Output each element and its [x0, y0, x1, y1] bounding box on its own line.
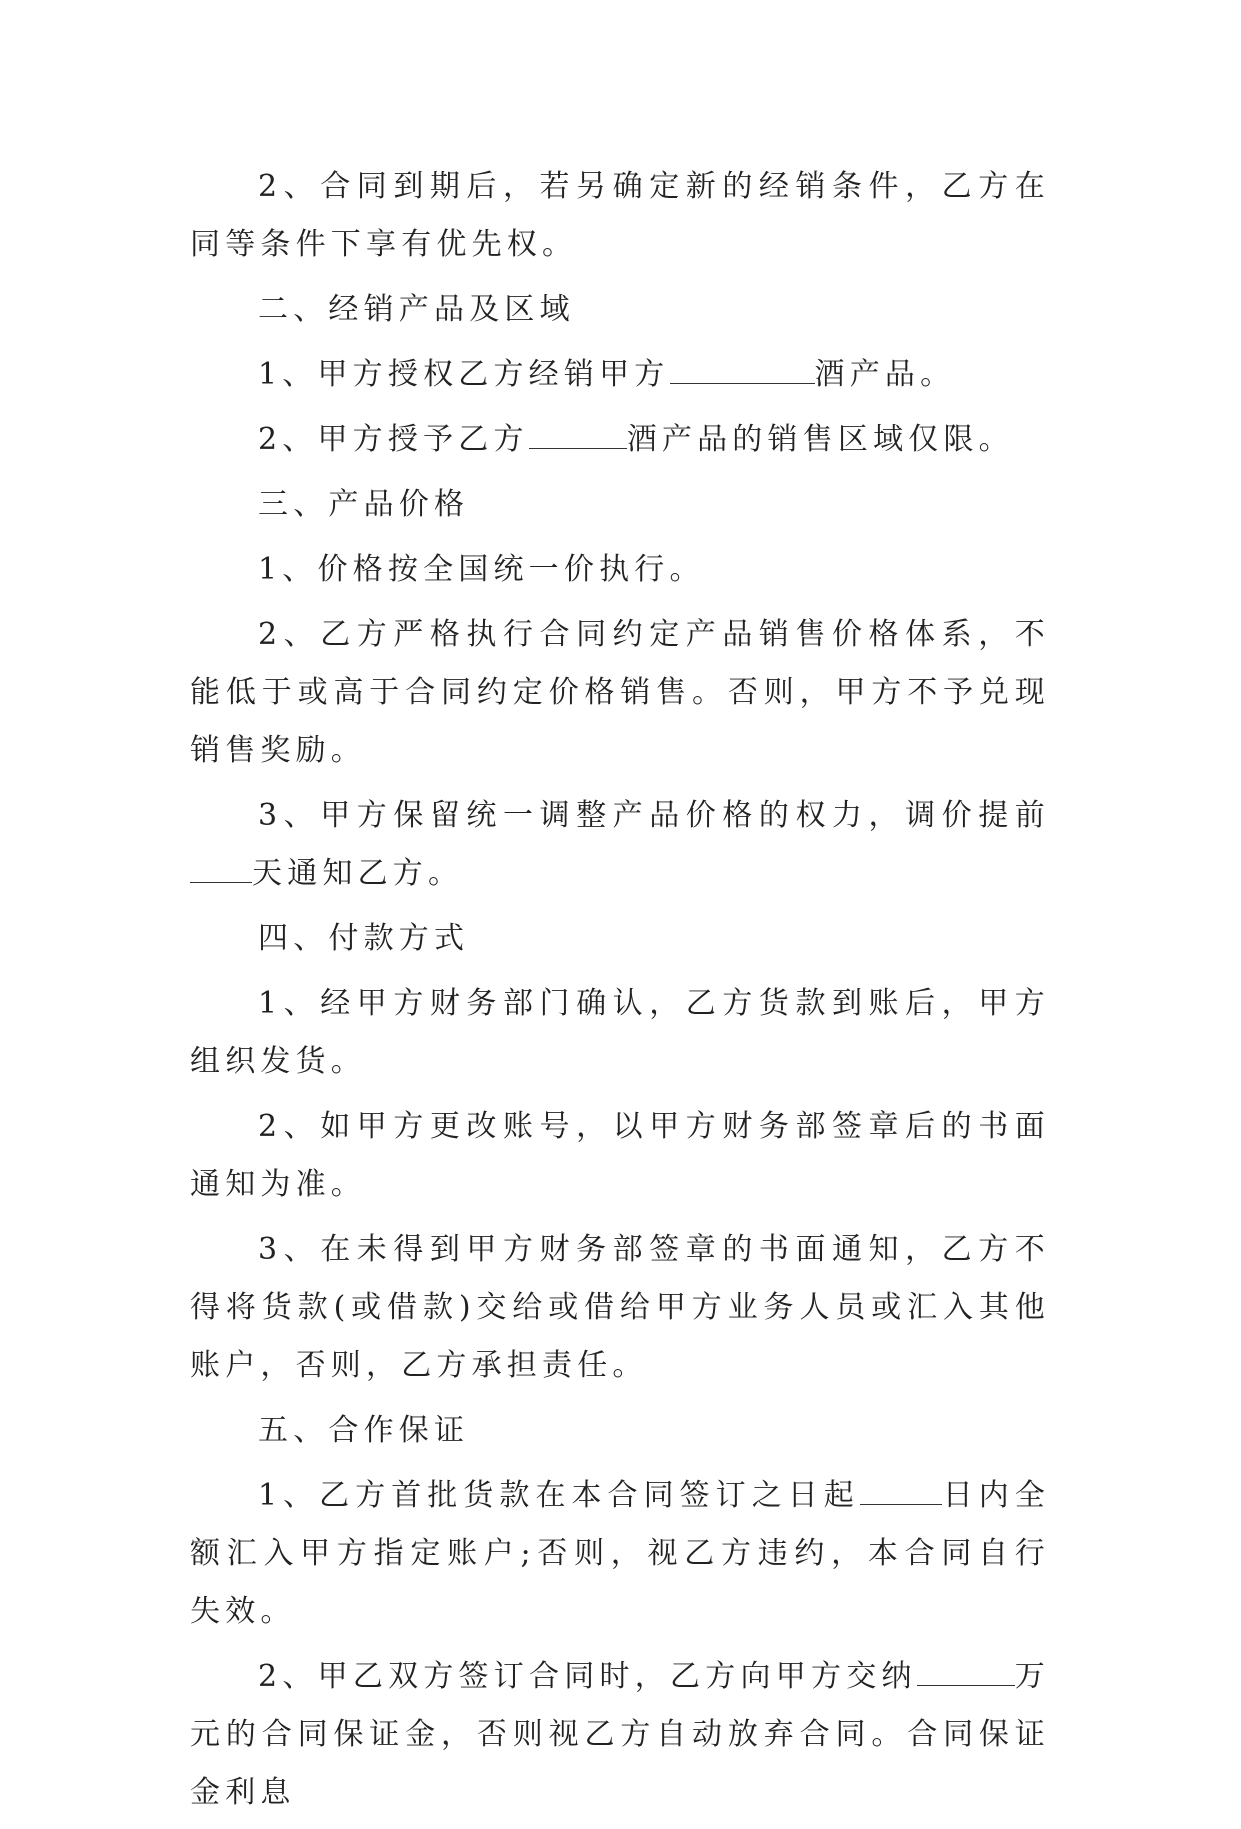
- clause-payment-restriction: [190, 1221, 1050, 1395]
- clause-text: 3、甲方保留统一调整产品价格的权力，调价提前: [258, 798, 1050, 833]
- fill-in-blank: [670, 353, 815, 384]
- clause-deposit: [190, 1648, 1050, 1822]
- clause-text: 2、甲方授予乙方: [258, 422, 529, 457]
- section-heading-guarantee: [190, 1402, 1050, 1460]
- clause-text: 酒产品的销售区域仅限。: [626, 422, 1014, 457]
- heading-text: 四、付款方式: [258, 921, 470, 956]
- document-body: [190, 158, 1050, 1829]
- clause-text: 2、合同到期后，若另确定新的经销条件，乙方在同等条件下享有优先权。: [190, 169, 1050, 262]
- clause-price-adjustment: [190, 787, 1050, 903]
- clause-account-change: [190, 1098, 1050, 1214]
- clause-text: 3、在未得到甲方财务部签章的书面通知，乙方不得将货款(或借款)交给或借给甲方业务人员或汇入其他账户，否则，乙方承担责任。: [190, 1232, 1050, 1383]
- clause-sales-region: [190, 411, 1050, 469]
- section-heading-pricing: [190, 476, 1050, 534]
- clause-payment-confirmation: [190, 975, 1050, 1091]
- clause-text: 1、甲方授权乙方经销甲方: [258, 357, 670, 392]
- heading-text: 三、产品价格: [258, 487, 470, 522]
- heading-text: 二、经销产品及区域: [258, 292, 575, 327]
- clause-text: 日内全额汇入甲方指定账户;否则，视乙方违约，本合同自行失效。: [190, 1478, 1050, 1629]
- fill-in-blank: [529, 418, 627, 449]
- clause-price-system: [190, 606, 1050, 780]
- fill-in-blank: [860, 1474, 942, 1505]
- section-heading-payment: [190, 910, 1050, 968]
- clause-text: 1、经甲方财务部门确认，乙方货款到账后，甲方组织发货。: [190, 986, 1050, 1079]
- clause-text: 1、乙方首批货款在本合同签订之日起: [258, 1478, 860, 1513]
- clause-text: 2、甲乙双方签订合同时，乙方向甲方交纳: [258, 1659, 917, 1694]
- clause-text: 酒产品。: [814, 357, 956, 392]
- clause-first-payment: [190, 1467, 1050, 1641]
- clause-text: 2、乙方严格执行合同约定产品销售价格体系，不能低于或高于合同约定价格销售。否则，甲方不予兑现销售奖励。: [190, 617, 1050, 768]
- clause-text: 2、如甲方更改账号，以甲方财务部签章后的书面通知为准。: [190, 1109, 1050, 1202]
- section-heading-products-region: [190, 281, 1050, 339]
- fill-in-blank: [190, 852, 252, 883]
- clause-text: 天通知乙方。: [252, 856, 464, 891]
- clause-text: 1、价格按全国统一价执行。: [258, 552, 705, 587]
- clause-unified-price: [190, 541, 1050, 599]
- clause-priority-right: [190, 158, 1050, 274]
- heading-text: 五、合作保证: [258, 1413, 470, 1448]
- clause-authorized-products: [190, 346, 1050, 404]
- fill-in-blank: [917, 1655, 1015, 1686]
- clause-text: 万元的合同保证金，否则视乙方自动放弃合同。合同保证金利息: [190, 1659, 1050, 1810]
